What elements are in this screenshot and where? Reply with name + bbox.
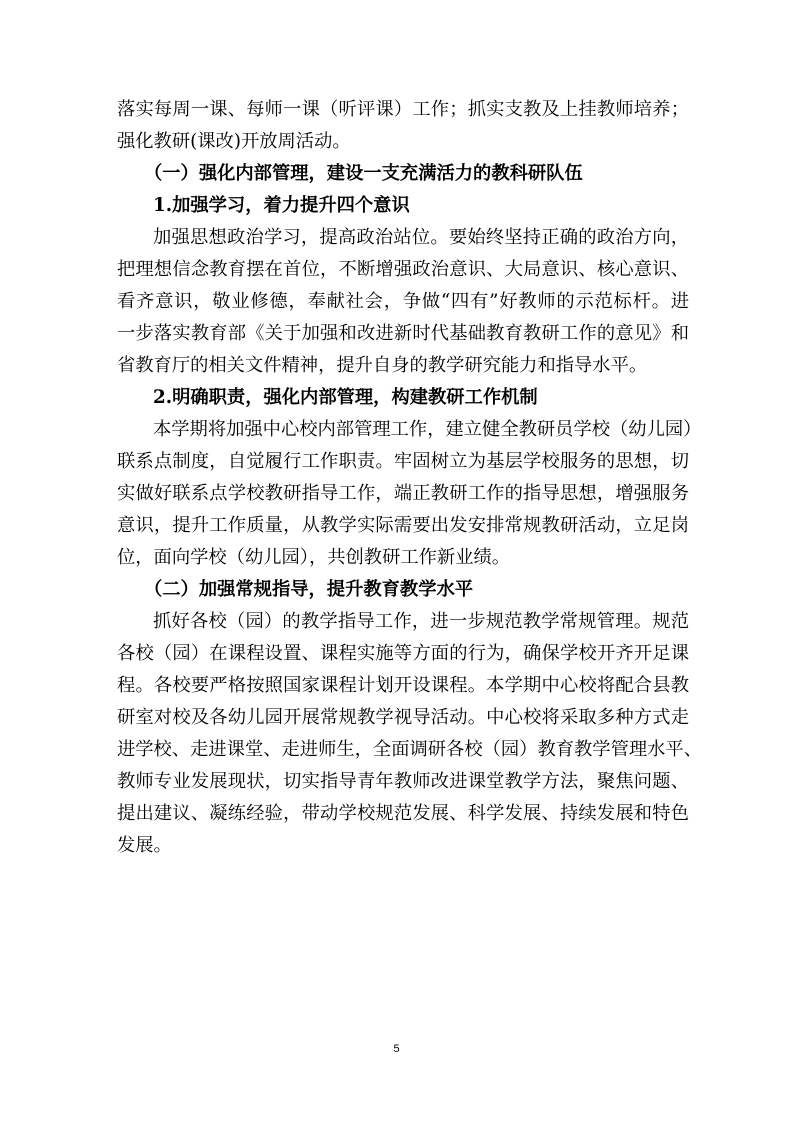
body-text-line: 省教育厅的相关文件精神，提升自身的教学研究能力和指导水平。 xyxy=(117,355,648,376)
body-text-line: 一步落实教育部《关于加强和改进新时代基础教育教研工作的意见》和 xyxy=(117,323,689,344)
section-heading: （二）加强常规指导，提升教育教学水平 xyxy=(144,579,474,600)
subsection-heading: 2.明确职责，强化内部管理，构建教研工作机制 xyxy=(153,387,538,408)
body-text-line: 程。各校要严格按照国家课程计划开设课程。本学期中心校将配合县教 xyxy=(117,675,689,696)
subsection-heading: 1.加强学习，着力提升四个意识 xyxy=(153,195,410,216)
body-text-line: 把理想信念教育摆在首位，不断增强政治意识、大局意识、核心意识、 xyxy=(117,259,689,280)
body-text-line: 研室对校及各幼儿园开展常规教学视导活动。中心校将采取多种方式走 xyxy=(117,707,689,728)
body-text-line: 各校（园）在课程设置、课程实施等方面的行为，确保学校开齐开足课 xyxy=(117,643,689,664)
page-number: 5 xyxy=(393,1043,400,1055)
body-text-line: 联系点制度，自觉履行工作职责。牢固树立为基层学校服务的思想，切 xyxy=(117,451,689,472)
body-text-line: 看齐意识，敬业修德，奉献社会，争做“四有”好教师的示范标杆。进 xyxy=(117,291,689,312)
body-text-line: 本学期将加强中心校内部管理工作，建立健全教研员学校（幼儿园） xyxy=(153,419,702,440)
body-text-line: 位，面向学校（幼儿园），共创教研工作新业绩。 xyxy=(117,547,511,568)
body-text-line: 进学校、走进课堂、走进师生，全面调研各校（园）教育教学管理水平、 xyxy=(117,739,702,760)
body-text-line: 教师专业发展现状，切实指导青年教师改进课堂教学方法，聚焦问题、 xyxy=(117,771,689,792)
body-text-line: 实做好联系点学校教研指导工作，端正教研工作的指导思想，增强服务 xyxy=(117,483,689,504)
body-text-line: 加强思想政治学习，提高政治站位。要始终坚持正确的政治方向， xyxy=(153,227,689,248)
body-text-line: 发展。 xyxy=(117,835,172,856)
body-text-line: 提出建议、凝练经验，带动学校规范发展、科学发展、持续发展和特色 xyxy=(117,803,689,824)
body-text-line: 抓好各校（园）的教学指导工作，进一步规范教学常规管理。规范 xyxy=(153,611,689,632)
body-text-line: 意识，提升工作质量，从教学实际需要出发安排常规教研活动，立足岗 xyxy=(117,515,689,536)
body-text-line: 强化教研(课改)开放周活动。 xyxy=(117,131,351,152)
section-heading: （一）强化内部管理，建设一支充满活力的教科研队伍 xyxy=(144,163,583,184)
body-text-line: 落实每周一课、每师一课（听评课）工作；抓实支教及上挂教师培养； xyxy=(117,99,689,120)
